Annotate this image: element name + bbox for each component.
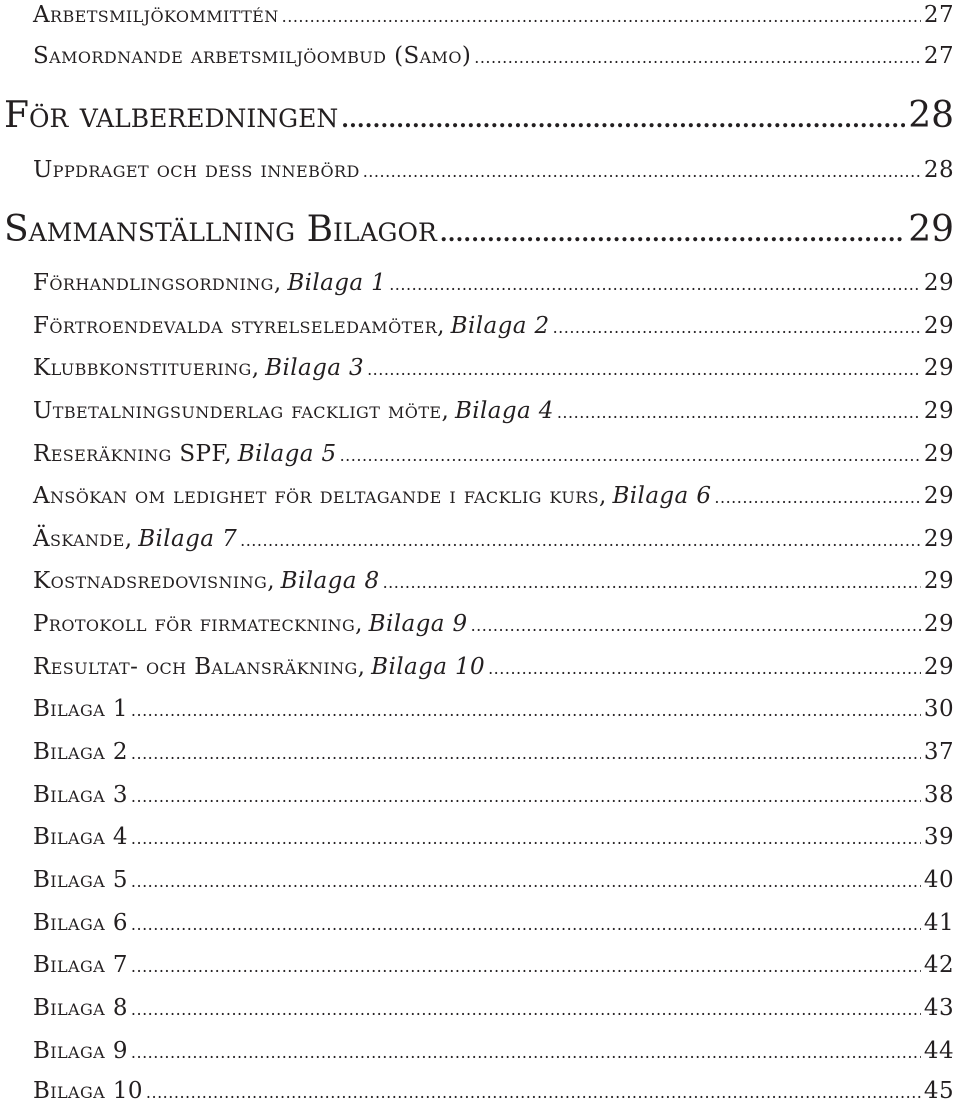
dot-leader [340,439,921,471]
toc-entry-title: Bilaga 7 [33,952,128,978]
toc-entry-suffix: Bilaga 1 [287,270,387,296]
toc-section-heading[interactable] [4,93,954,142]
toc-entry-page: 41 [923,910,954,936]
toc-entry-title: Bilaga 5 [33,867,128,893]
toc-entry[interactable] [33,609,954,641]
toc-entry-page: 30 [923,696,954,722]
toc-entry-page: 44 [923,1038,954,1064]
toc-entry-page: 29 [923,526,954,552]
dot-leader [488,652,921,684]
toc-entry-page: 29 [923,398,954,424]
dot-leader [440,207,905,256]
dot-leader [131,908,921,940]
toc-entry[interactable] [33,822,954,854]
toc-entry-page: 43 [923,995,954,1021]
toc-entry[interactable] [33,439,954,471]
toc-entry-page: 29 [923,270,954,296]
toc-section-heading[interactable] [4,207,954,256]
toc-entry-page: 39 [923,824,954,850]
dot-leader [341,93,905,142]
toc-entry[interactable] [33,1076,954,1108]
toc-entry[interactable] [33,566,954,598]
toc-entry-page: 40 [923,867,954,893]
toc-entry-title: För valberedningen [4,95,339,136]
toc-entry-title: Förtroendevalda styrelseledamöter, [33,313,445,339]
toc-entry[interactable] [33,950,954,982]
dot-leader [131,694,921,726]
toc-entry[interactable] [33,481,954,513]
toc-entry-title: Samordnande arbetsmiljöombud (Samo) [33,43,472,69]
toc-entry-title: Kostnadsredovisning, [33,568,275,594]
toc-entry-title: Bilaga 8 [33,995,128,1021]
toc-entry-page: 38 [923,782,954,808]
toc-entry-title: Sammanställning Bilagor [4,209,437,250]
toc-entry-title: Utbetalningsunderlag fackligt möte, [33,398,450,424]
dot-leader [146,1076,921,1108]
dot-leader [363,155,921,187]
toc-entry[interactable] [33,737,954,769]
toc-entry-page: 27 [923,43,954,69]
toc-entry[interactable] [33,993,954,1025]
toc-entry-page: 29 [923,483,954,509]
toc-entry-page: 42 [923,952,954,978]
toc-entry-title: Uppdraget och dess innebörd [33,157,360,183]
dot-leader [131,822,921,854]
dot-leader [131,950,921,982]
dot-leader [367,353,921,385]
toc-entry-page: 28 [923,157,954,183]
toc-entry-suffix: Bilaga 8 [280,568,380,594]
toc-entry-suffix: Bilaga 7 [138,526,238,552]
toc-entry-page: 29 [923,611,954,637]
toc-entry[interactable] [33,0,954,32]
toc-entry-title: Protokoll för firmateckning, [33,611,363,637]
dot-leader [553,311,921,343]
toc-entry-page: 37 [923,739,954,765]
toc-entry-suffix: Bilaga 2 [450,313,550,339]
toc-entry-page: 29 [908,209,954,250]
dot-leader [557,396,921,428]
toc-entry-title: Bilaga 2 [33,739,128,765]
dot-leader [714,481,921,513]
dot-leader [471,609,921,641]
toc-entry-title: Resultat- och Balansräkning, [33,654,366,680]
toc-entry-page: 45 [923,1078,954,1104]
toc-entry-suffix: Bilaga 3 [265,355,365,381]
toc-entry-title: Äskande, [33,526,133,552]
toc-entry-suffix: Bilaga 10 [371,654,486,680]
toc-entry-suffix: Bilaga 5 [237,441,337,467]
toc-entry[interactable] [33,652,954,684]
toc-entry-page: 27 [923,2,954,28]
dot-leader [131,865,921,897]
toc-entry-title: Klubbkonstituering, [33,355,260,381]
toc-entry[interactable] [33,524,954,556]
toc-entry-title: Bilaga 9 [33,1038,128,1064]
toc-entry[interactable] [33,908,954,940]
toc-entry[interactable] [33,396,954,428]
toc-entry[interactable] [33,353,954,385]
dot-leader [131,993,921,1025]
toc-entry-page: 29 [923,313,954,339]
toc-entry-title: Reseräkning SPF, [33,441,232,467]
dot-leader [131,1036,921,1068]
toc-entry-page: 29 [923,441,954,467]
dot-leader [131,737,921,769]
toc-entry[interactable] [33,780,954,812]
toc-entry-suffix: Bilaga 6 [612,483,712,509]
toc-entry-page: 29 [923,654,954,680]
toc-entry-title: Bilaga 1 [33,696,128,722]
toc-entry-title: Bilaga 3 [33,782,128,808]
toc-entry-page: 29 [923,568,954,594]
dot-leader [240,524,921,556]
dot-leader [383,566,921,598]
toc-entry-title: Ansökan om ledighet för deltagande i facklig kurs, [33,483,607,509]
toc-entry[interactable] [33,1036,954,1068]
dot-leader [389,268,921,300]
toc-entry-title: Arbetsmiljökommittén [33,2,279,28]
toc-entry-title: Bilaga 6 [33,910,128,936]
toc-entry[interactable] [33,694,954,726]
dot-leader [474,41,921,73]
toc-entry[interactable] [33,41,954,73]
toc-entry-title: Förhandlingsordning, [33,270,282,296]
toc-entry[interactable] [33,311,954,343]
toc-entry-title: Bilaga 10 [33,1078,143,1104]
toc-entry-suffix: Bilaga 9 [368,611,468,637]
toc-entry-page: 29 [923,355,954,381]
toc-entry[interactable] [33,268,954,300]
toc-entry[interactable] [33,865,954,897]
dot-leader [131,780,921,812]
dot-leader [282,0,921,32]
toc-entry[interactable] [33,155,954,187]
toc-entry-title: Bilaga 4 [33,824,128,850]
toc-entry-page: 28 [908,95,954,136]
toc-entry-suffix: Bilaga 4 [454,398,554,424]
